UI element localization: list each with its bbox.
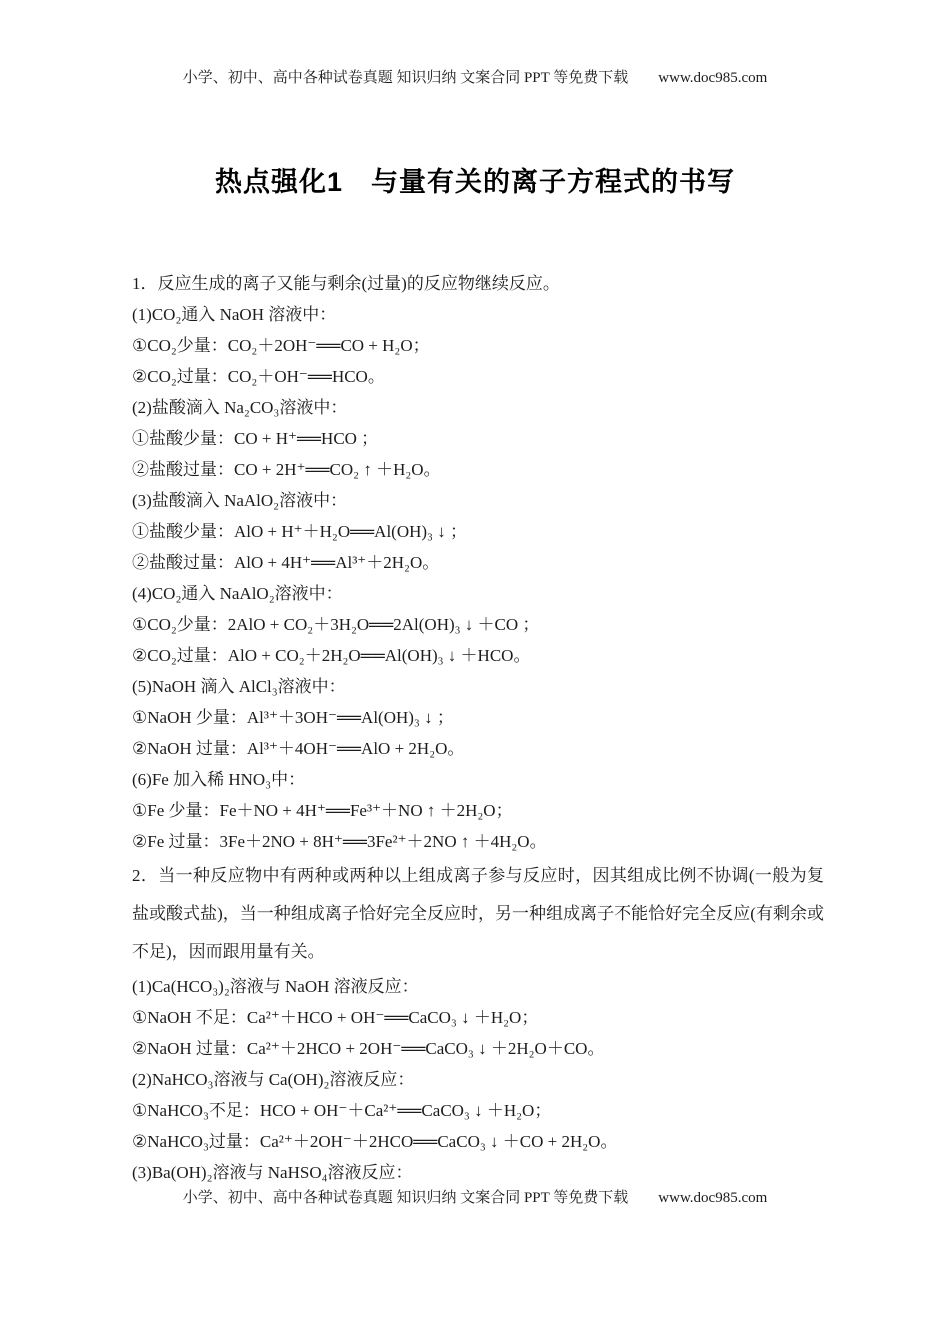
content-line: ①盐酸少量：CO + H⁺══HCO ；: [132, 429, 379, 448]
page-header: [0, 66, 950, 87]
content-line: ②盐酸过量：AlO + 4H⁺══Al³⁺＋2H₂O。: [132, 553, 440, 572]
content-line: ②NaOH 过量：Al³⁺＋4OH⁻══AlO + 2H₂O。: [132, 739, 465, 758]
content-line: (3)盐酸滴入 NaAlO₂溶液中：: [132, 491, 348, 510]
content-line: ①NaHCO₃不足：HCO + OH⁻＋Ca²⁺══CaCO₃ ↓ ＋H₂O；: [132, 1101, 552, 1120]
content-line: ②Fe 过量：3Fe＋2NO + 8H⁺══3Fe²⁺＋2NO ↑ ＋4H₂O。: [132, 832, 547, 851]
footer-text: 小学、初中、高中各种试卷真题 知识归纳 文案合同 PPT 等免费下载: [182, 1190, 629, 1206]
content-line: (2)NaHCO₃溶液与 Ca(OH)₂溶液反应：: [132, 1070, 415, 1089]
content-line: 1．反应生成的离子又能与剩余(过量)的反应物继续反应。: [132, 274, 560, 293]
content-line: ①NaOH 不足：Ca²⁺＋HCO + OH⁻══CaCO₃ ↓ ＋H₂O；: [132, 1008, 539, 1027]
content-line: ②盐酸过量：CO + 2H⁺══CO₂ ↑ ＋H₂O。: [132, 460, 441, 479]
content-line: (6)Fe 加入稀 HNO₃中：: [132, 770, 306, 789]
content-line: ②CO₂过量：AlO + CO₂＋2H₂O══Al(OH)₃ ↓ ＋HCO。: [132, 646, 531, 665]
content-line: (4)CO₂通入 NaAlO₂溶液中：: [132, 584, 343, 603]
content-line: 2．当一种反应物中有两种或两种以上组成离子参与反应时，因其组成比例不协调(一般为复盐或酸式盐)，当一种组成离子恰好完全反应时，另一种组成离子不能恰好完全反应(有剩余或不足)，因而跟用量有关。: [132, 866, 824, 961]
page-title: 热点强化1 与量有关的离子方程式的书写: [214, 167, 735, 197]
content-line: ①Fe 少量：Fe＋NO + 4H⁺══Fe³⁺＋NO ↑ ＋2H₂O；: [132, 801, 513, 820]
content-line: ①盐酸少量：AlO + H⁺＋H₂O══Al(OH)₃ ↓ ；: [132, 522, 467, 541]
content-line: ②CO₂过量：CO₂＋OH⁻══HCO。: [132, 367, 385, 386]
content-line: (3)Ba(OH)₂溶液与 NaHSO₄溶液反应：: [132, 1163, 413, 1182]
content-line: (5)NaOH 滴入 AlCl₃溶液中：: [132, 677, 346, 696]
content-line: ②NaHCO₃过量：Ca²⁺＋2OH⁻＋2HCO══CaCO₃ ↓ ＋CO + 2H₂O。: [132, 1132, 618, 1151]
content-line: ①NaOH 少量：Al³⁺＋3OH⁻══Al(OH)₃ ↓ ；: [132, 708, 454, 727]
page-footer: [0, 1186, 950, 1207]
content-body: [132, 268, 824, 1188]
header-url: www.doc985.com: [658, 70, 768, 86]
content-line: (2)盐酸滴入 Na₂CO₃溶液中：: [132, 398, 348, 417]
content-line: ①CO₂少量：CO₂＋2OH⁻══CO + H₂O；: [132, 336, 430, 355]
header-text: 小学、初中、高中各种试卷真题 知识归纳 文案合同 PPT 等免费下载: [182, 70, 629, 86]
content-line: (1)CO₂通入 NaOH 溶液中：: [132, 305, 337, 324]
content-line: ①CO₂少量：2AlO + CO₂＋3H₂O══2Al(OH)₃ ↓ ＋CO ；: [132, 615, 540, 634]
content-line: ②NaOH 过量：Ca²⁺＋2HCO + 2OH⁻══CaCO₃ ↓ ＋2H₂O＋CO。: [132, 1039, 605, 1058]
content-line: (1)Ca(HCO₃)₂溶液与 NaOH 溶液反应：: [132, 977, 419, 996]
footer-url: www.doc985.com: [658, 1190, 768, 1206]
